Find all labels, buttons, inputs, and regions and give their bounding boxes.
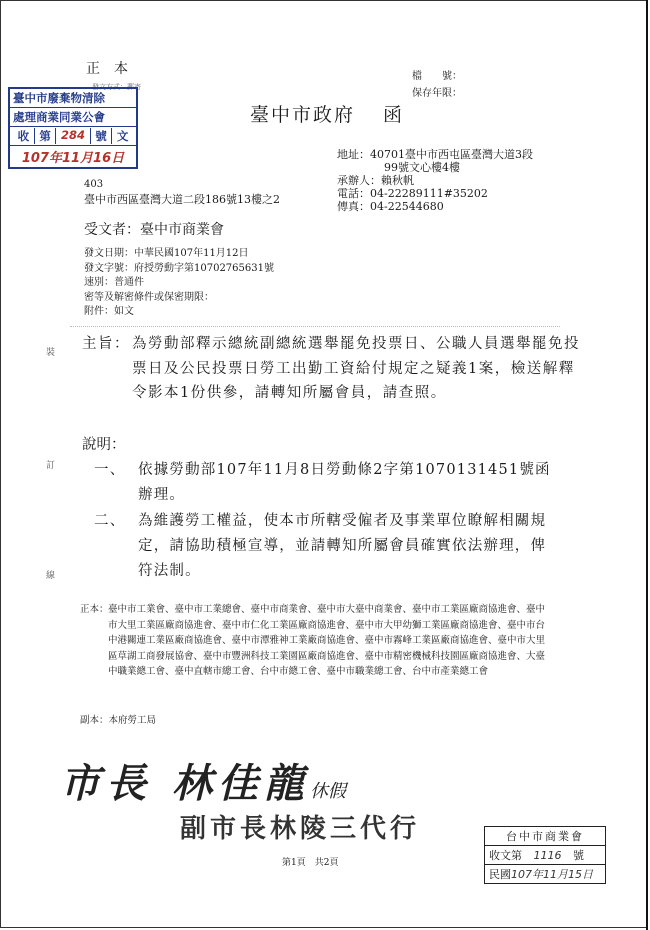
original-copy-label: 正本 (86, 61, 142, 77)
leave-note: 休假 (309, 781, 346, 802)
recipient-address: 臺中市西區臺灣大道二段186號13樓之2 (84, 193, 280, 206)
stamp-right-number-row (485, 846, 605, 865)
document-title (250, 100, 404, 127)
address-line2: 99號文心樓4樓 (384, 161, 460, 174)
stamp-right-org: 台中市商業會 (485, 827, 605, 846)
address-line1: 40701臺中市西屯區臺灣大道3段 (370, 148, 533, 161)
attachment: 附件：如文 (84, 306, 134, 317)
retention-period: 保存年限： (412, 88, 462, 99)
stamp-hao: 號 (91, 128, 113, 144)
received-stamp-black (484, 826, 606, 884)
mayor-name: 市長 林佳龍 (60, 760, 310, 807)
item-number: 一、 (94, 462, 126, 478)
postal-code: 403 (84, 179, 104, 190)
explanation-item-1 (94, 458, 554, 508)
stamp-wen: 文 (116, 129, 129, 143)
stamp-recv: 收 (13, 128, 35, 144)
cc-label: 正本： (80, 604, 109, 615)
stamp-org-line2: 處理商業同業公會 (10, 108, 136, 127)
subject-text: 為勞動部釋示總統副總統選舉罷免投票日、公職人員選舉罷免投票日及公民投票日勞工出勤工資給付規定之疑義1案，檢送解釋令影本1份供參，請轉知所屬會員，請查照。 (132, 336, 580, 401)
received-stamp-blue (8, 87, 138, 169)
stamp-org-line1: 臺中市廢棄物清除 (10, 89, 136, 108)
explanation-label: 說明： (82, 437, 126, 453)
stamp-date: 107年11月16日 (21, 151, 125, 166)
mayor-signature (60, 752, 346, 809)
subject-section (82, 332, 582, 406)
stamp-right-recv: 收文第 (489, 849, 522, 862)
binding-mark-zhuang: 裝 (46, 348, 56, 358)
stamp-right-hao: 號 (573, 849, 584, 862)
item-text: 依據勞動部107年11月8日勞動條2字第1070131451號函辦理。 (138, 462, 551, 503)
document-type: 函 (383, 104, 405, 126)
item-number: 二、 (94, 513, 126, 529)
cc-list (80, 602, 550, 680)
phone: 電話：04-22289111#35202 (337, 187, 488, 200)
binding-mark-ding: 訂 (46, 461, 56, 471)
cc-recipients: 臺中市工業會、臺中市工業總會、臺中市商業會、臺中市大臺中商業會、臺中市工業區廠商協進會、臺中市大里工業區廠商協進會、臺中市仁化工業區廠商協進會、臺中市大甲幼獅工業區廠商協進會、臺中市台中港關連工業區廠商協進會、臺中市潭雅神工業廠商協進會、臺中市霧峰工業區廠商協進會、臺中市大里區草湖工商發展協會、臺中市豐洲科技工業園區廠商協進會、臺中市精密機械科技園區廠商協進會、大臺中職業總工會、臺中直轄市總工會、台中市總工會、臺中市職業總工會、台中市產業總工會 (108, 604, 546, 677)
fax: 傳真：04-22544680 (337, 200, 444, 213)
copy-recipients: 副本：本府勞工局 (80, 715, 157, 726)
stamp-number-row (10, 127, 136, 146)
stamp-right-number: 1116 (533, 849, 562, 862)
speed-class: 速別：普通件 (84, 277, 144, 288)
stamp-right-date-row (485, 865, 605, 883)
explanation-item-2 (94, 509, 554, 584)
stamp-right-date: 107年11月15日 (511, 868, 593, 881)
page-number: 第1頁 共2頁 (282, 858, 339, 868)
archive-info (412, 68, 462, 102)
contact-block (337, 148, 533, 213)
item-text: 為維護勞工權益，使本市所轄受僱者及事業單位瞭解相關規定，請協助積極宣導，並請轉知所屬會員確實依法辦理，俾符法制。 (138, 513, 547, 579)
dispatch-method-note: 發文方式：郵寄 (92, 83, 141, 91)
address-label: 地址： (337, 148, 370, 161)
stamp-number: 284 (56, 128, 90, 144)
archive-number: 檔 號： (412, 71, 462, 82)
issue-date: 發文日期：中華民國107年11月12日 (84, 248, 249, 259)
deputy-signature: 副市長林陵三代行 (180, 814, 421, 844)
document-number: 發文字號：府授勞動字第10702765631號 (84, 262, 274, 274)
binding-mark-xian: 線 (46, 571, 56, 581)
handler: 承辦人：賴秋帆 (337, 174, 414, 187)
issuing-organization: 臺中市政府 (250, 104, 356, 126)
stamp-right-date-prefix: 民國 (489, 868, 511, 881)
document-meta (84, 247, 274, 320)
security-level: 密等及解密條件或保密期限： (84, 291, 214, 303)
subject-label: 主旨： (82, 336, 130, 352)
stamp-di: 第 (35, 128, 57, 144)
page-edge (646, 0, 648, 930)
recipient: 受文者：臺中市商業會 (84, 222, 224, 238)
divider (70, 326, 560, 327)
